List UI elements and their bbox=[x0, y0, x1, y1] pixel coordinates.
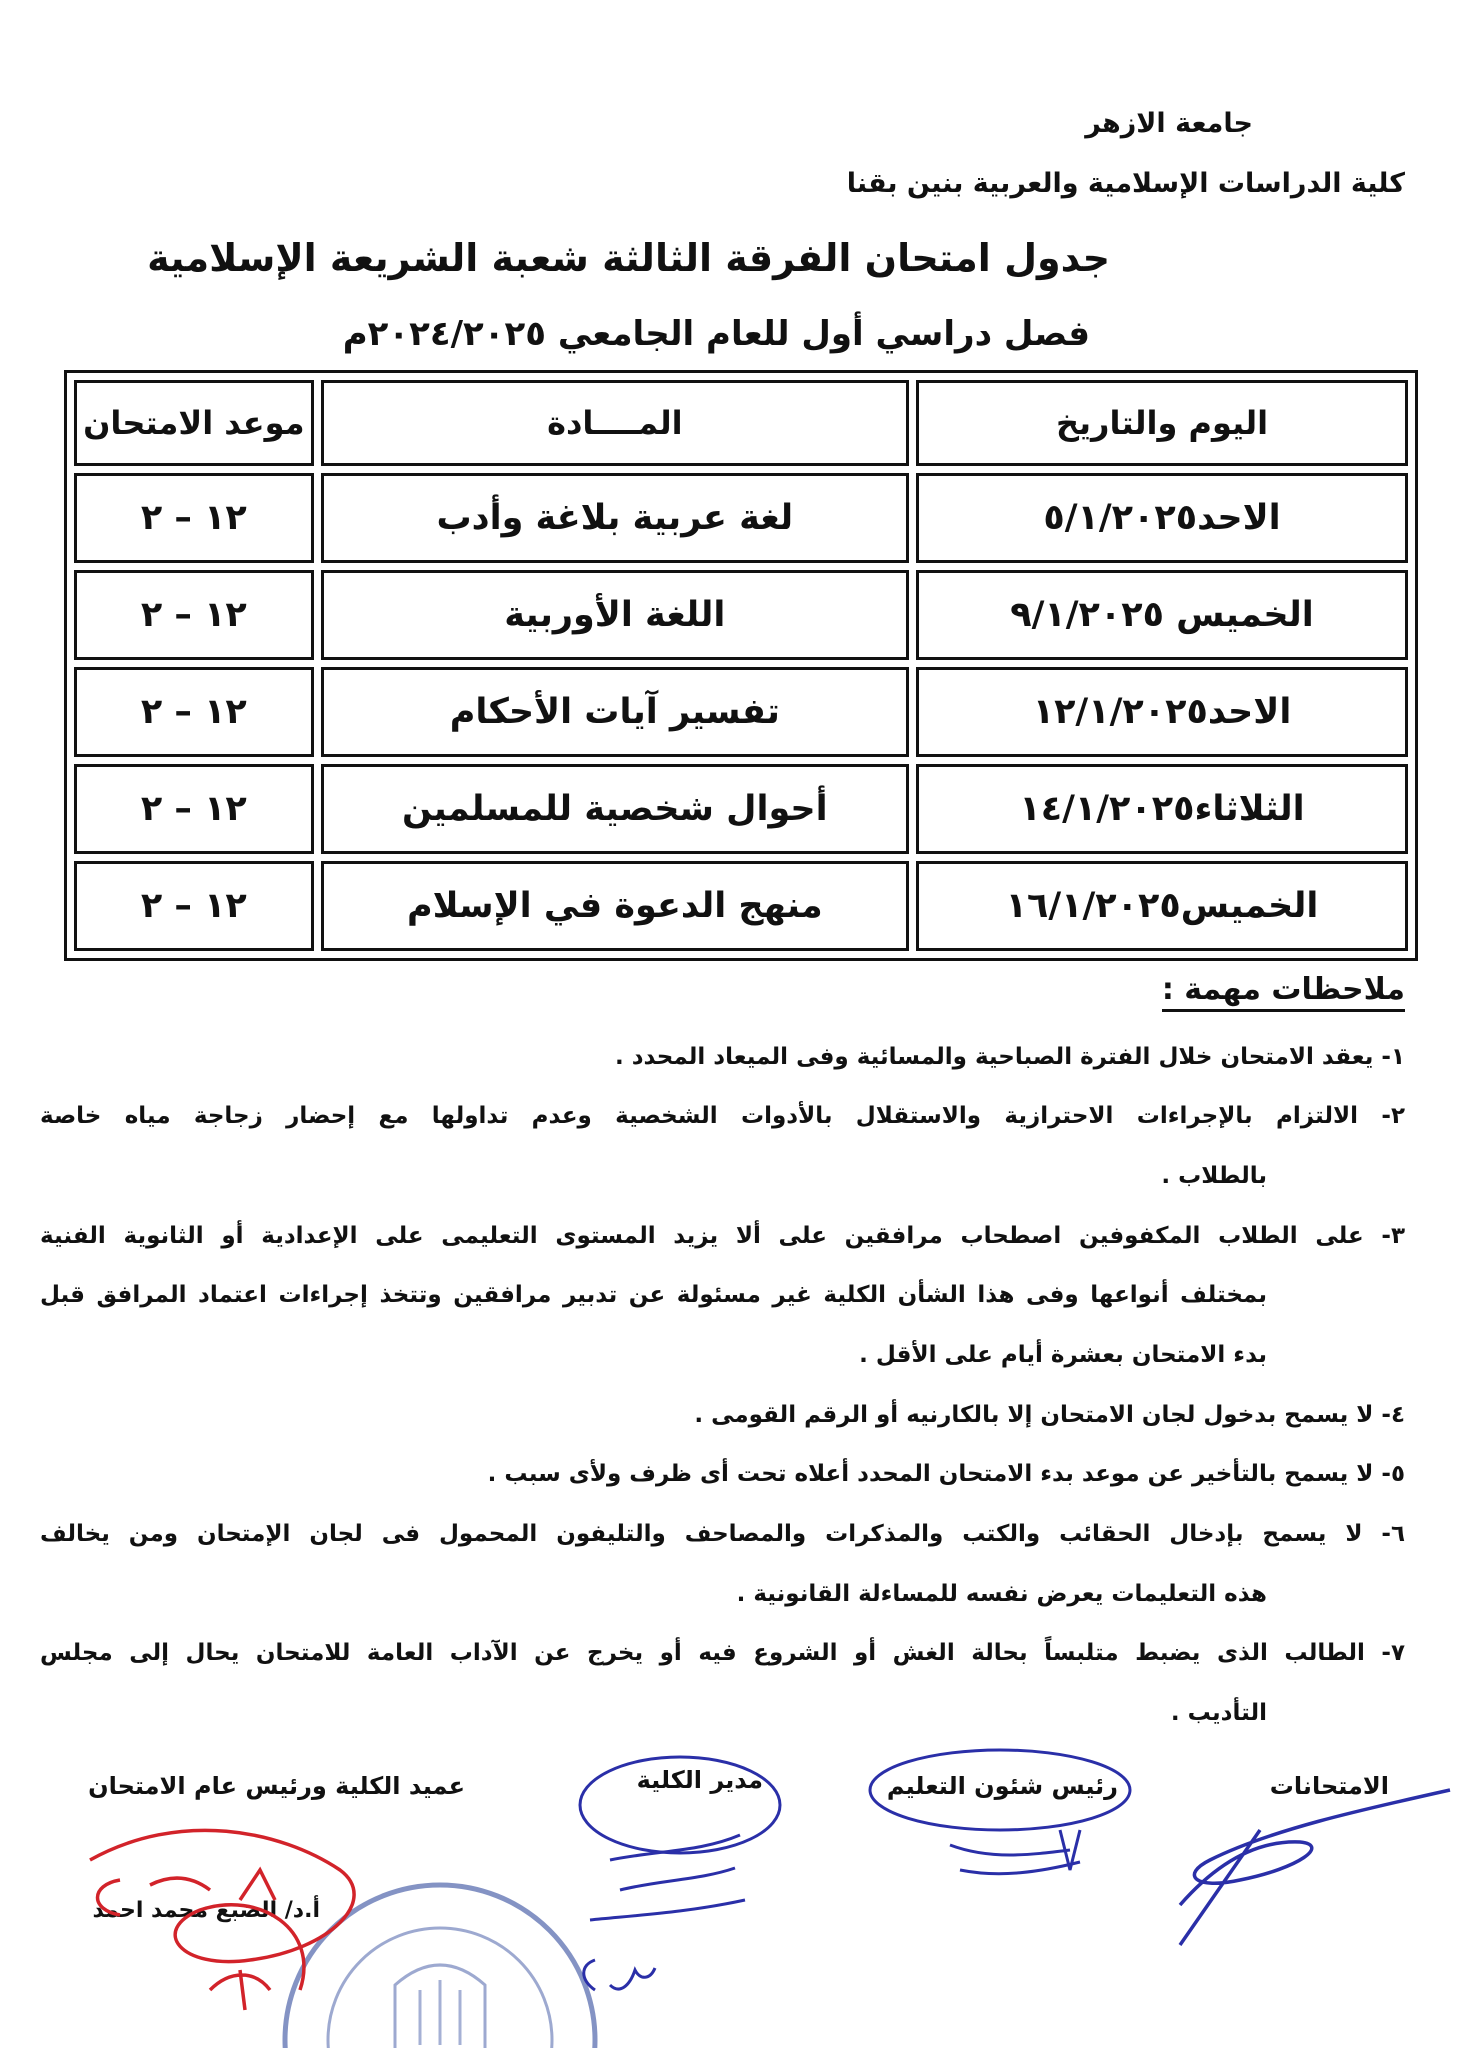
signatures-and-stamp bbox=[0, 1700, 1475, 2048]
note-1: ١- يعقد الامتحان خلال الفترة الصباحية والمسائية وفى الميعاد المحدد . bbox=[614, 1044, 1405, 1070]
signature-label-director: مدير الكلية bbox=[636, 1766, 763, 1794]
cell-subject: اللغة الأوربية bbox=[321, 570, 909, 660]
column-header-subject: المــــادة bbox=[321, 380, 909, 466]
table-row bbox=[74, 861, 1408, 951]
note-6-line-1: ٦- لا يسمح بإدخال الحقائب والكتب والمذكرات والمصاحف والتليفون المحمول فى لجان الإمتحان ومن يخالف bbox=[40, 1521, 1405, 1547]
note-5: ٥- لا يسمح بالتأخير عن موعد بدء الامتحان المحدد أعلاه تحت أى ظرف ولأى سبب . bbox=[487, 1461, 1405, 1487]
note-6-line-2: هذه التعليمات يعرض نفسه للمساءلة القانونية . bbox=[736, 1581, 1267, 1607]
table-row bbox=[74, 473, 1408, 563]
cell-time: ١٢ – ٢ bbox=[74, 473, 314, 563]
cell-time: ١٢ – ٢ bbox=[74, 667, 314, 757]
note-7-line-1: ٧- الطالب الذى يضبط متلبساً بحالة الغش أو الشروع فيه أو يخرج عن الآداب العامة للامتحان يحال إلى مجلس bbox=[40, 1640, 1405, 1666]
official-stamp bbox=[285, 1885, 595, 2048]
table-header-row bbox=[74, 380, 1408, 466]
cell-time: ١٢ – ٢ bbox=[74, 764, 314, 854]
note-4: ٤- لا يسمح بدخول لجان الامتحان إلا بالكارنيه أو الرقم القومى . bbox=[694, 1402, 1405, 1428]
cell-subject: منهج الدعوة في الإسلام bbox=[321, 861, 909, 951]
cell-day: الخميس ٩/١/٢٠٢٥ bbox=[916, 570, 1408, 660]
signature-label-exams: الامتحانات bbox=[1269, 1772, 1389, 1800]
faculty-name: كلية الدراسات الإسلامية والعربية بنين بقنا bbox=[846, 168, 1405, 199]
column-header-time: موعد الامتحان bbox=[74, 380, 314, 466]
note-3-line-1: ٣- على الطلاب المكفوفين اصطحاب مرافقين على ألا يزيد المستوى التعليمى على الإعدادية أو الثانوية الفنية bbox=[40, 1223, 1405, 1249]
cell-subject: أحوال شخصية للمسلمين bbox=[321, 764, 909, 854]
note-3-line-3: بدء الامتحان بعشرة أيام على الأقل . bbox=[859, 1342, 1267, 1368]
cell-subject: تفسير آيات الأحكام bbox=[321, 667, 909, 757]
document-subtitle: فصل دراسي أول للعام الجامعي ٢٠٢٤/٢٠٢٥م bbox=[342, 314, 1090, 354]
signature-label-education: رئيس شئون التعليم bbox=[886, 1772, 1118, 1800]
notes-heading: ملاحظات مهمة : bbox=[1162, 972, 1405, 1012]
cell-day: الاحد٥/١/٢٠٢٥ bbox=[916, 473, 1408, 563]
cell-time: ١٢ – ٢ bbox=[74, 570, 314, 660]
education-signature bbox=[870, 1750, 1130, 1874]
note-3-line-2: بمختلف أنواعها وفى هذا الشأن الكلية غير مسئولة عن تدبير مرافقين وتتخذ إجراءات اعتماد المرافق قبل bbox=[40, 1282, 1267, 1308]
document-title: جدول امتحان الفرقة الثالثة شعبة الشريعة الإسلامية bbox=[147, 236, 1110, 280]
signature-label-dean: عميد الكلية ورئيس عام الامتحان bbox=[88, 1772, 465, 1800]
cell-subject: لغة عربية بلاغة وأدب bbox=[321, 473, 909, 563]
table-row bbox=[74, 764, 1408, 854]
director-signature bbox=[580, 1757, 780, 1990]
exams-signature bbox=[1180, 1790, 1450, 1945]
table-row bbox=[74, 570, 1408, 660]
table-row bbox=[74, 667, 1408, 757]
column-header-day: اليوم والتاريخ bbox=[916, 380, 1408, 466]
dean-name: أ.د/ الضبع محمد احمد bbox=[92, 1898, 320, 1923]
cell-day: الاحد١٢/١/٢٠٢٥ bbox=[916, 667, 1408, 757]
exam-schedule-table bbox=[64, 370, 1418, 961]
note-2-line-1: ٢- الالتزام بالإجراءات الاحترازية والاستقلال بالأدوات الشخصية وعدم تداولها مع إحضار زجاجة مياه خاصة bbox=[40, 1103, 1405, 1129]
university-name: جامعة الازهر bbox=[1085, 108, 1253, 139]
cell-day: الخميس١٦/١/٢٠٢٥ bbox=[916, 861, 1408, 951]
note-7-line-2: التأديب . bbox=[1170, 1700, 1267, 1726]
dean-signature bbox=[90, 1830, 354, 2010]
note-2-line-2: بالطلاب . bbox=[1161, 1163, 1267, 1189]
cell-day: الثلاثاء١٤/١/٢٠٢٥ bbox=[916, 764, 1408, 854]
cell-time: ١٢ – ٢ bbox=[74, 861, 314, 951]
